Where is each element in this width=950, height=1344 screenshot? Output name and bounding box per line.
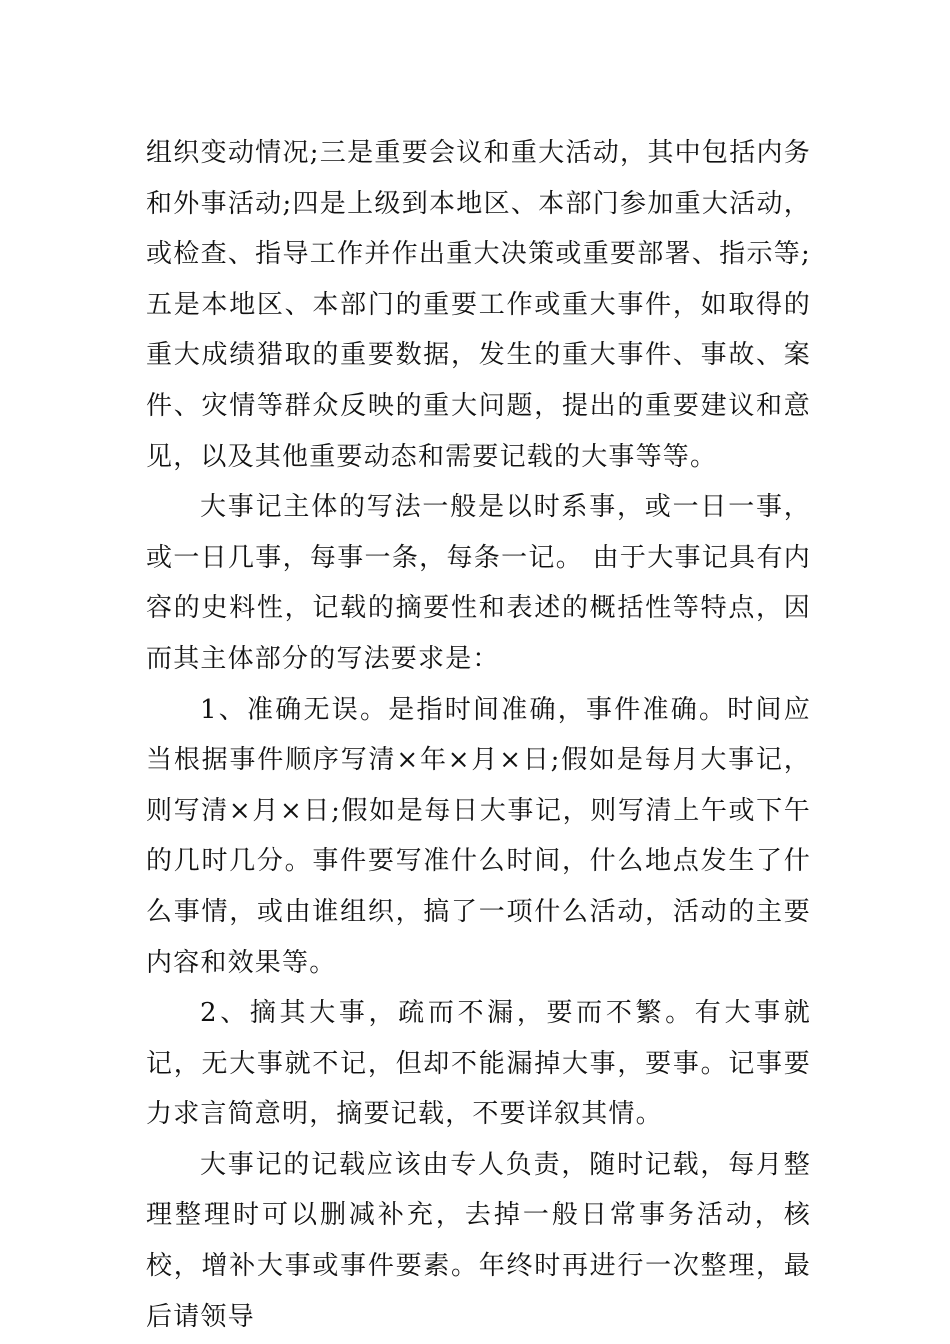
paragraph-continuation: 组织变动情况;三是重要会议和重大活动，其中包括内务和外事活动;四是上级到本地区、本部门参加重大活动，或检查、指导工作并作出重大决策或重要部署、指示等;五是本地区、本部门的重要工作或重大事件，如取得的重大成绩猎取的重要数据，发生的重大事件、事故、案件、灾情等群众反映的重大问题，提出的重要建议和意见，以及其他重要动态和需要记载的大事等等。 [146,138,811,472]
paragraph-main-body-method: 大事记主体的写法一般是以时系事，或一日一事，或一日几事，每事一条，每条一记。 由于大事记具有内容的史料性，记载的摘要性和表述的概括性等特点，因而其主体部分的写法要求是： [146,492,811,674]
paragraph-recording-responsibility: 大事记的记载应该由专人负责，随时记载，每月整理整理时可以删减补充，去掉一般日常事务活动，核校，增补大事或事件要素。年终时再进行一次整理，最后请领导 [146,1149,811,1332]
document-body [146,128,811,1342]
paragraph-requirement-accurate: 1、准确无误。是指时间准确，事件准确。时间应当根据事件顺序写清×年×月×日;假如是每月大事记，则写清×月×日;假如是每日大事记，则写清上午或下午的几时几分。事件要写准什么时间，什么地点发生了什么事情，或由谁组织，搞了一项什么活动，活动的主要内容和效果等。 [146,694,811,978]
paragraph-requirement-major-events: 2、摘其大事，疏而不漏，要而不繁。有大事就记，无大事就不记，但却不能漏掉大事，要事。记事要力求言简意明，摘要记载，不要详叙其情。 [146,998,811,1130]
